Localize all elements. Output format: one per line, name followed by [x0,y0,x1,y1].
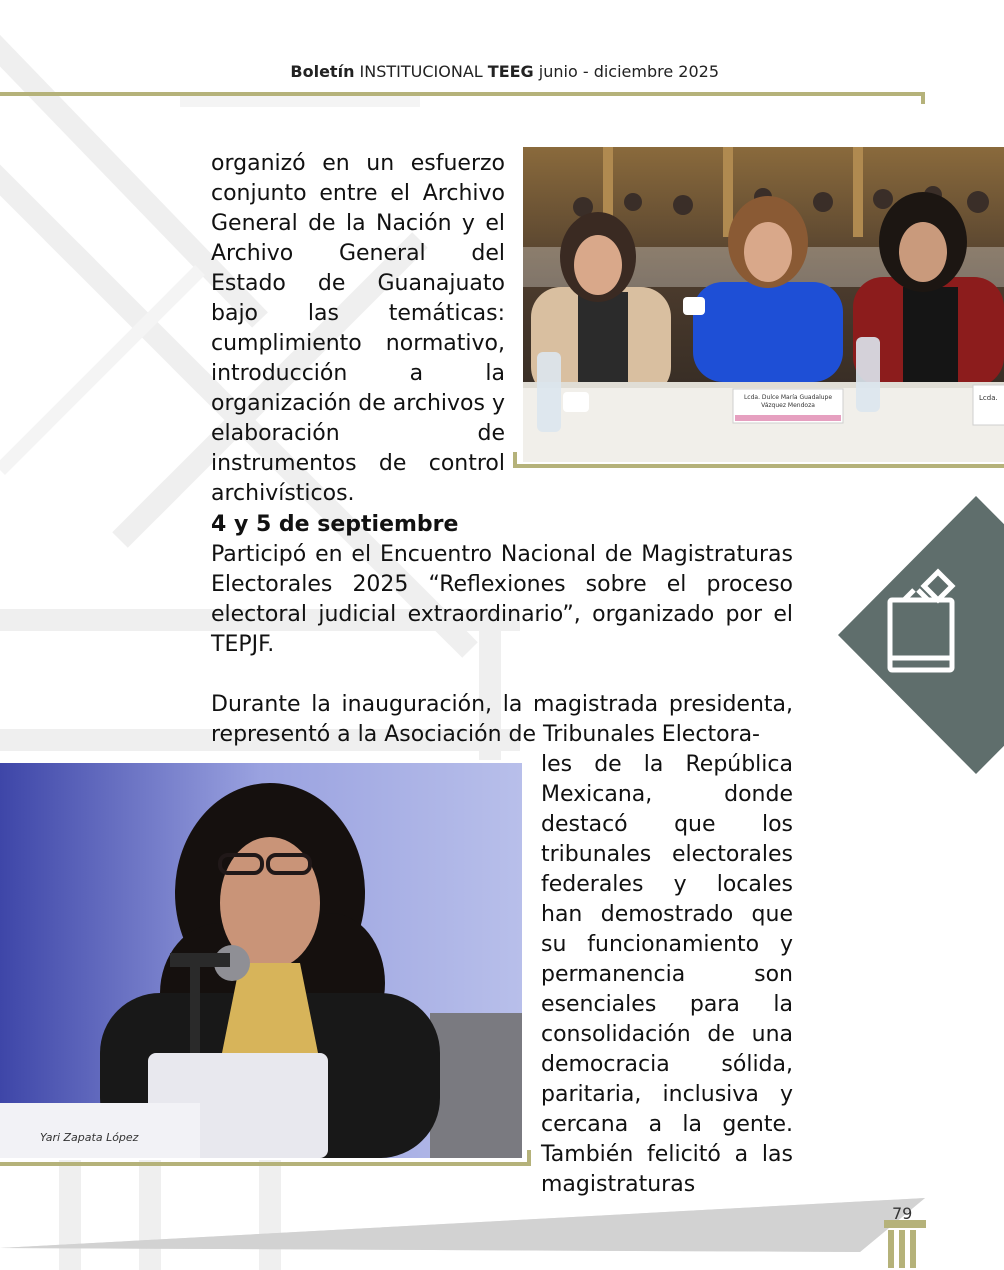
footer-decoration [0,1190,1004,1270]
section-date-heading: 4 y 5 de septiembre [211,512,459,537]
paragraph-asociacion: les de la República Mexicana, donde destacó que los tribunales electorales federales y locales han demostrado que su funcionamiento y permanencia son esenciales para la consolidación de una democracia sólida, paritaria, inclusiva y cercana a la gente. También felicitó a las magistraturas [541,752,793,1197]
speaker-nameplate-text: Yari Zapata López [40,1131,139,1144]
header-period: junio - diciembre 2025 [538,62,719,81]
column-icon [884,1220,926,1268]
header-institucional: INSTITUCIONAL [359,62,483,81]
header-title [290,62,719,81]
event-audience-photo [523,147,1004,462]
page-header [0,58,925,102]
paragraph-archivo: organizó en un esfuerzo conjunto entre el Archivo General de la Nación y el Archivo General del Estado de Guanajuato bajo las temáticas: cumplimiento normativo, introducción a la organización de archivos y elaboración de instrumentos de control archivísticos. [211,151,505,506]
header-rule-tick [921,92,925,104]
photo1-frame [513,452,1004,468]
header-teeg: TEEG [487,62,534,81]
nameplate-right-text: Lcda. [979,394,998,402]
paragraph-encuentro: Participó en el Encuentro Nacional de Magistraturas Electorales 2025 “Reflexiones sobre el proceso electoral judicial extraordinario”, organizado por el TEPJF. [211,542,793,657]
photo2-frame [0,1150,531,1166]
header-boletin: Boletín [290,62,355,81]
page-number: 79 [892,1204,913,1223]
header-rule [0,92,925,96]
ballot-box-diamond [838,496,1004,774]
speaker-photo [0,763,522,1158]
nameplate-center-text: Lcda. Dulce María Guadalupe Vázquez Mendoza [743,394,833,409]
paragraph-inauguracion: Durante la inauguración, la magistrada presidenta, representó a la Asociación de Tribunales Electora- [211,692,793,747]
